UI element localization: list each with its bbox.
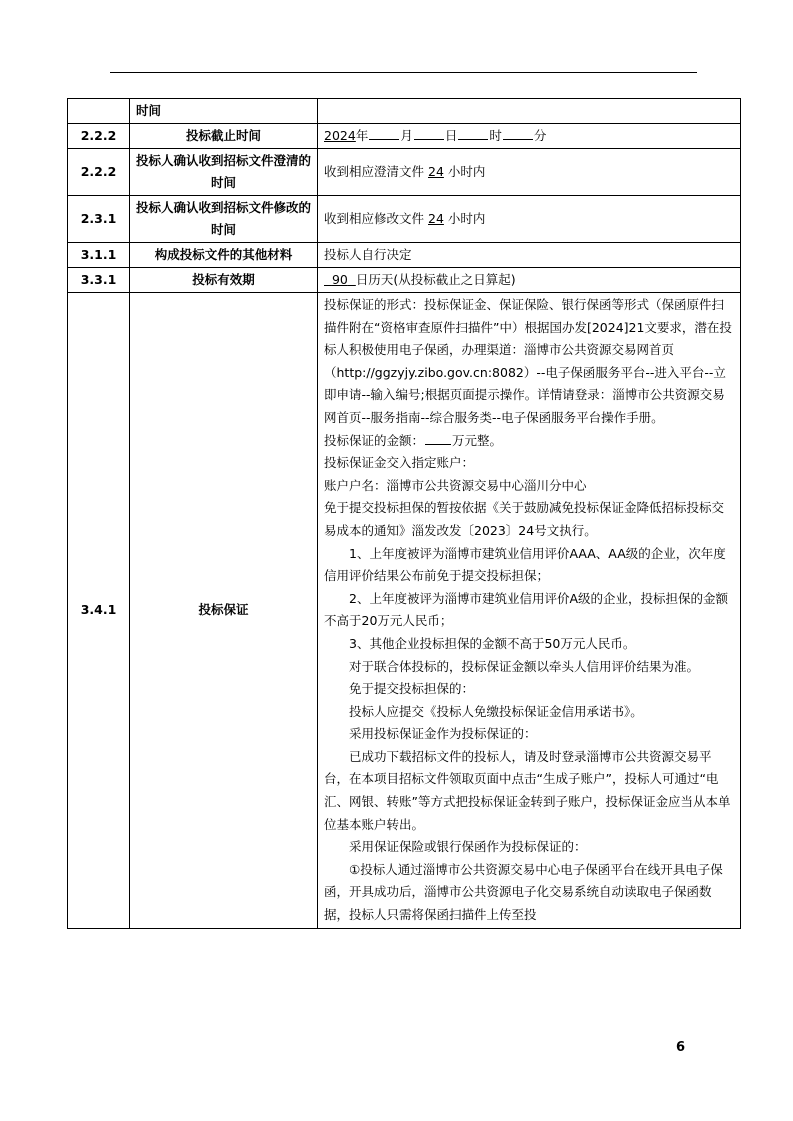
paragraph: 采用保证保险或银行保函作为投标保证的： — [349, 839, 587, 855]
table-row — [68, 196, 741, 243]
table-row — [68, 293, 741, 929]
item-name-cell: 投标有效期 — [130, 268, 318, 293]
paragraph: ①投标人通过淄博市公共资源交易中心电子保函平台在线开具电子保函，开具成功后，淄博市公共资源电子化交易系统自动读取电子保函数据，投标人只需将保函扫描件上传至投 — [324, 861, 723, 923]
item-value-cell: 收到相应澄清文件 24 小时内 — [318, 149, 741, 196]
header-rule — [110, 72, 697, 73]
item-value-cell: 90 日历天(从投标截止之日算起) — [318, 268, 741, 293]
clause-cell: 3.1.1 — [68, 243, 130, 268]
bid-data-table — [67, 98, 741, 929]
item-name-cell: 投标人确认收到招标文件澄清的时间 — [130, 149, 318, 196]
paragraph: 免于提交投标担保的： — [349, 681, 475, 697]
item-value-cell: 收到相应修改文件 24 小时内 — [318, 196, 741, 243]
item-value-cell — [318, 99, 741, 124]
guarantee-amount-line: 投标保证的金额： 万元整。 — [324, 430, 734, 453]
page-number: 6 — [676, 1040, 686, 1055]
table-row — [68, 268, 741, 293]
paragraph: 2、上年度被评为淄博市建筑业信用评价A级的企业，投标担保的金额不高于20万元人民币； — [324, 590, 729, 629]
table-row — [68, 243, 741, 268]
deadline-year: 2024 — [324, 128, 356, 143]
item-name-cell: 投标人确认收到招标文件修改的时间 — [130, 196, 318, 243]
paragraph: 投标保证的形式：投标保证金、保证保险、银行保函等形式（保函原件扫描件附在“资格审查原件扫描件”中）根据国办发[2024]21文要求，潜在投标人积极使用电子保函，办理渠道：淄博市公共资源交易网首页（http://ggzyjy.zibo.gov.cn:8082）--电子保函服务平台--进入平台--立即申请--输入编号;根据页面提示操作。详情请登录：淄博市公共资源交易网首页--服务指南--综合服务类--电子保函服务平台操作手册。 — [324, 297, 732, 425]
paragraph: 1、上年度被评为淄博市建筑业信用评价AAA、AA级的企业，次年度信用评价结果公布前免于提交投标担保； — [324, 545, 726, 584]
clause-cell: 3.4.1 — [68, 293, 130, 929]
table-row — [68, 99, 741, 124]
paragraph: 3、其他企业投标担保的金额不高于50万元人民币。 — [349, 635, 636, 651]
paragraph: 已成功下载招标文件的投标人，请及时登录淄博市公共资源交易平台，在本项目招标文件领取页面中点击“生成子账户”，投标人可通过“电汇、网银、转账”等方式把投标保证金转到子账户，投标保证金应当从本单位基本账户转出。 — [324, 748, 731, 832]
paragraph: 投标保证金交入指定账户： — [324, 455, 475, 471]
item-value-cell: 投标人自行决定 — [318, 243, 741, 268]
item-name-cell: 投标截止时间 — [130, 124, 318, 149]
paragraph: 投标人应提交《投标人免缴投标保证金信用承诺书》。 — [349, 703, 643, 719]
item-name-cell: 时间 — [130, 99, 318, 124]
paragraph: 对于联合体投标的，投标保证金额以牵头人信用评价结果为准。 — [349, 658, 700, 674]
item-name-cell: 投标保证 — [130, 293, 318, 929]
clause-cell — [68, 99, 130, 124]
item-name-cell: 构成投标文件的其他材料 — [130, 243, 318, 268]
paragraph: 账户户名：淄博市公共资源交易中心淄川分中心 — [324, 477, 587, 493]
table-row — [68, 124, 741, 149]
validity-days: 90 — [331, 272, 348, 287]
bid-guarantee-text — [318, 293, 741, 929]
clause-cell: 2.2.2 — [68, 124, 130, 149]
clause-cell: 2.3.1 — [68, 196, 130, 243]
deadline-value-cell: 2024年 月 日 时 分 — [318, 124, 741, 149]
paragraph: 采用投标保证金作为投标保证的： — [349, 726, 537, 742]
paragraph: 免于提交投标担保的暂按依据《关于鼓励减免投标保证金降低招标投标交易成本的通知》淄发改发〔2023〕24号文执行。 — [324, 500, 725, 538]
clause-cell: 3.3.1 — [68, 268, 130, 293]
clause-cell: 2.2.2 — [68, 149, 130, 196]
table-row — [68, 149, 741, 196]
